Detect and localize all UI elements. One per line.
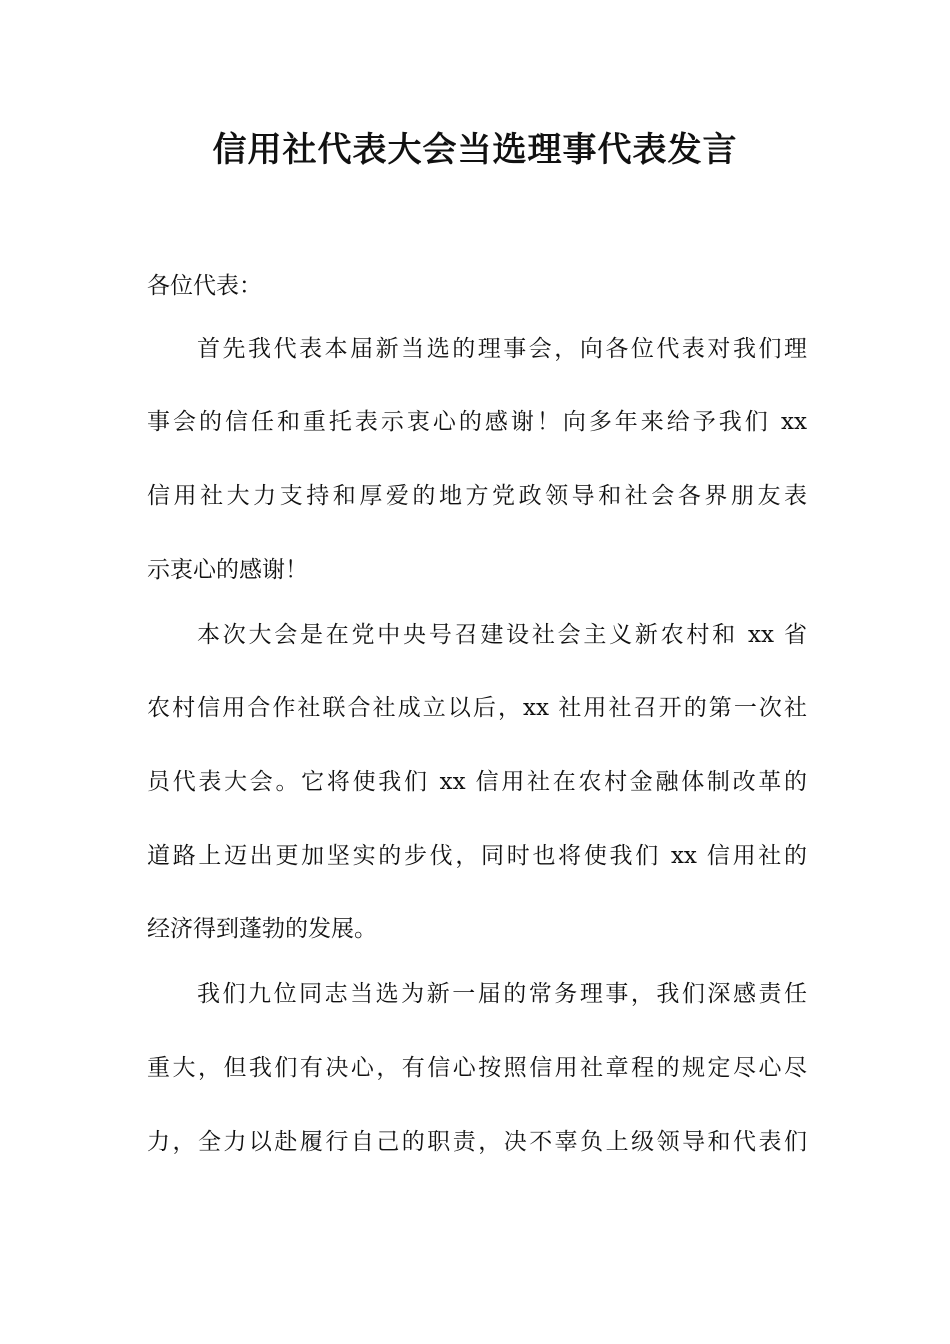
- paragraph-2-line-5: 经济得到蓬勃的发展。: [147, 916, 377, 942]
- paragraph-3-line-2: 重大，但我们有决心，有信心按照信用社章程的规定尽心尽: [147, 1055, 807, 1081]
- paragraph-1-line-2: 事会的信任和重托表示衷心的感谢！向多年来给予我们 xx: [147, 409, 807, 435]
- paragraph-2-line-2: 农村信用合作社联合社成立以后，xx 社用社召开的第一次社: [147, 695, 807, 721]
- paragraph-2-line-1: 本次大会是在党中央号召建设社会主义新农村和 xx 省: [197, 622, 807, 648]
- paragraph-2-line-3: 员代表大会。它将使我们 xx 信用社在农村金融体制改革的: [147, 769, 807, 795]
- document-title: 信用社代表大会当选理事代表发言: [212, 130, 738, 170]
- paragraph-3-line-3: 力，全力以赴履行自己的职责，决不辜负上级领导和代表们: [147, 1129, 807, 1155]
- paragraph-1-line-1: 首先我代表本届新当选的理事会，向各位代表对我们理: [197, 336, 807, 362]
- paragraph-1-line-4: 示衷心的感谢！: [147, 557, 308, 583]
- paragraph-2-line-4: 道路上迈出更加坚实的步伐，同时也将使我们 xx 信用社的: [147, 843, 807, 869]
- paragraph-3-line-1: 我们九位同志当选为新一届的常务理事，我们深感责任: [197, 981, 807, 1007]
- paragraph-1-line-3: 信用社大力支持和厚爱的地方党政领导和社会各界朋友表: [147, 483, 807, 509]
- salutation-line: 各位代表：: [147, 273, 262, 299]
